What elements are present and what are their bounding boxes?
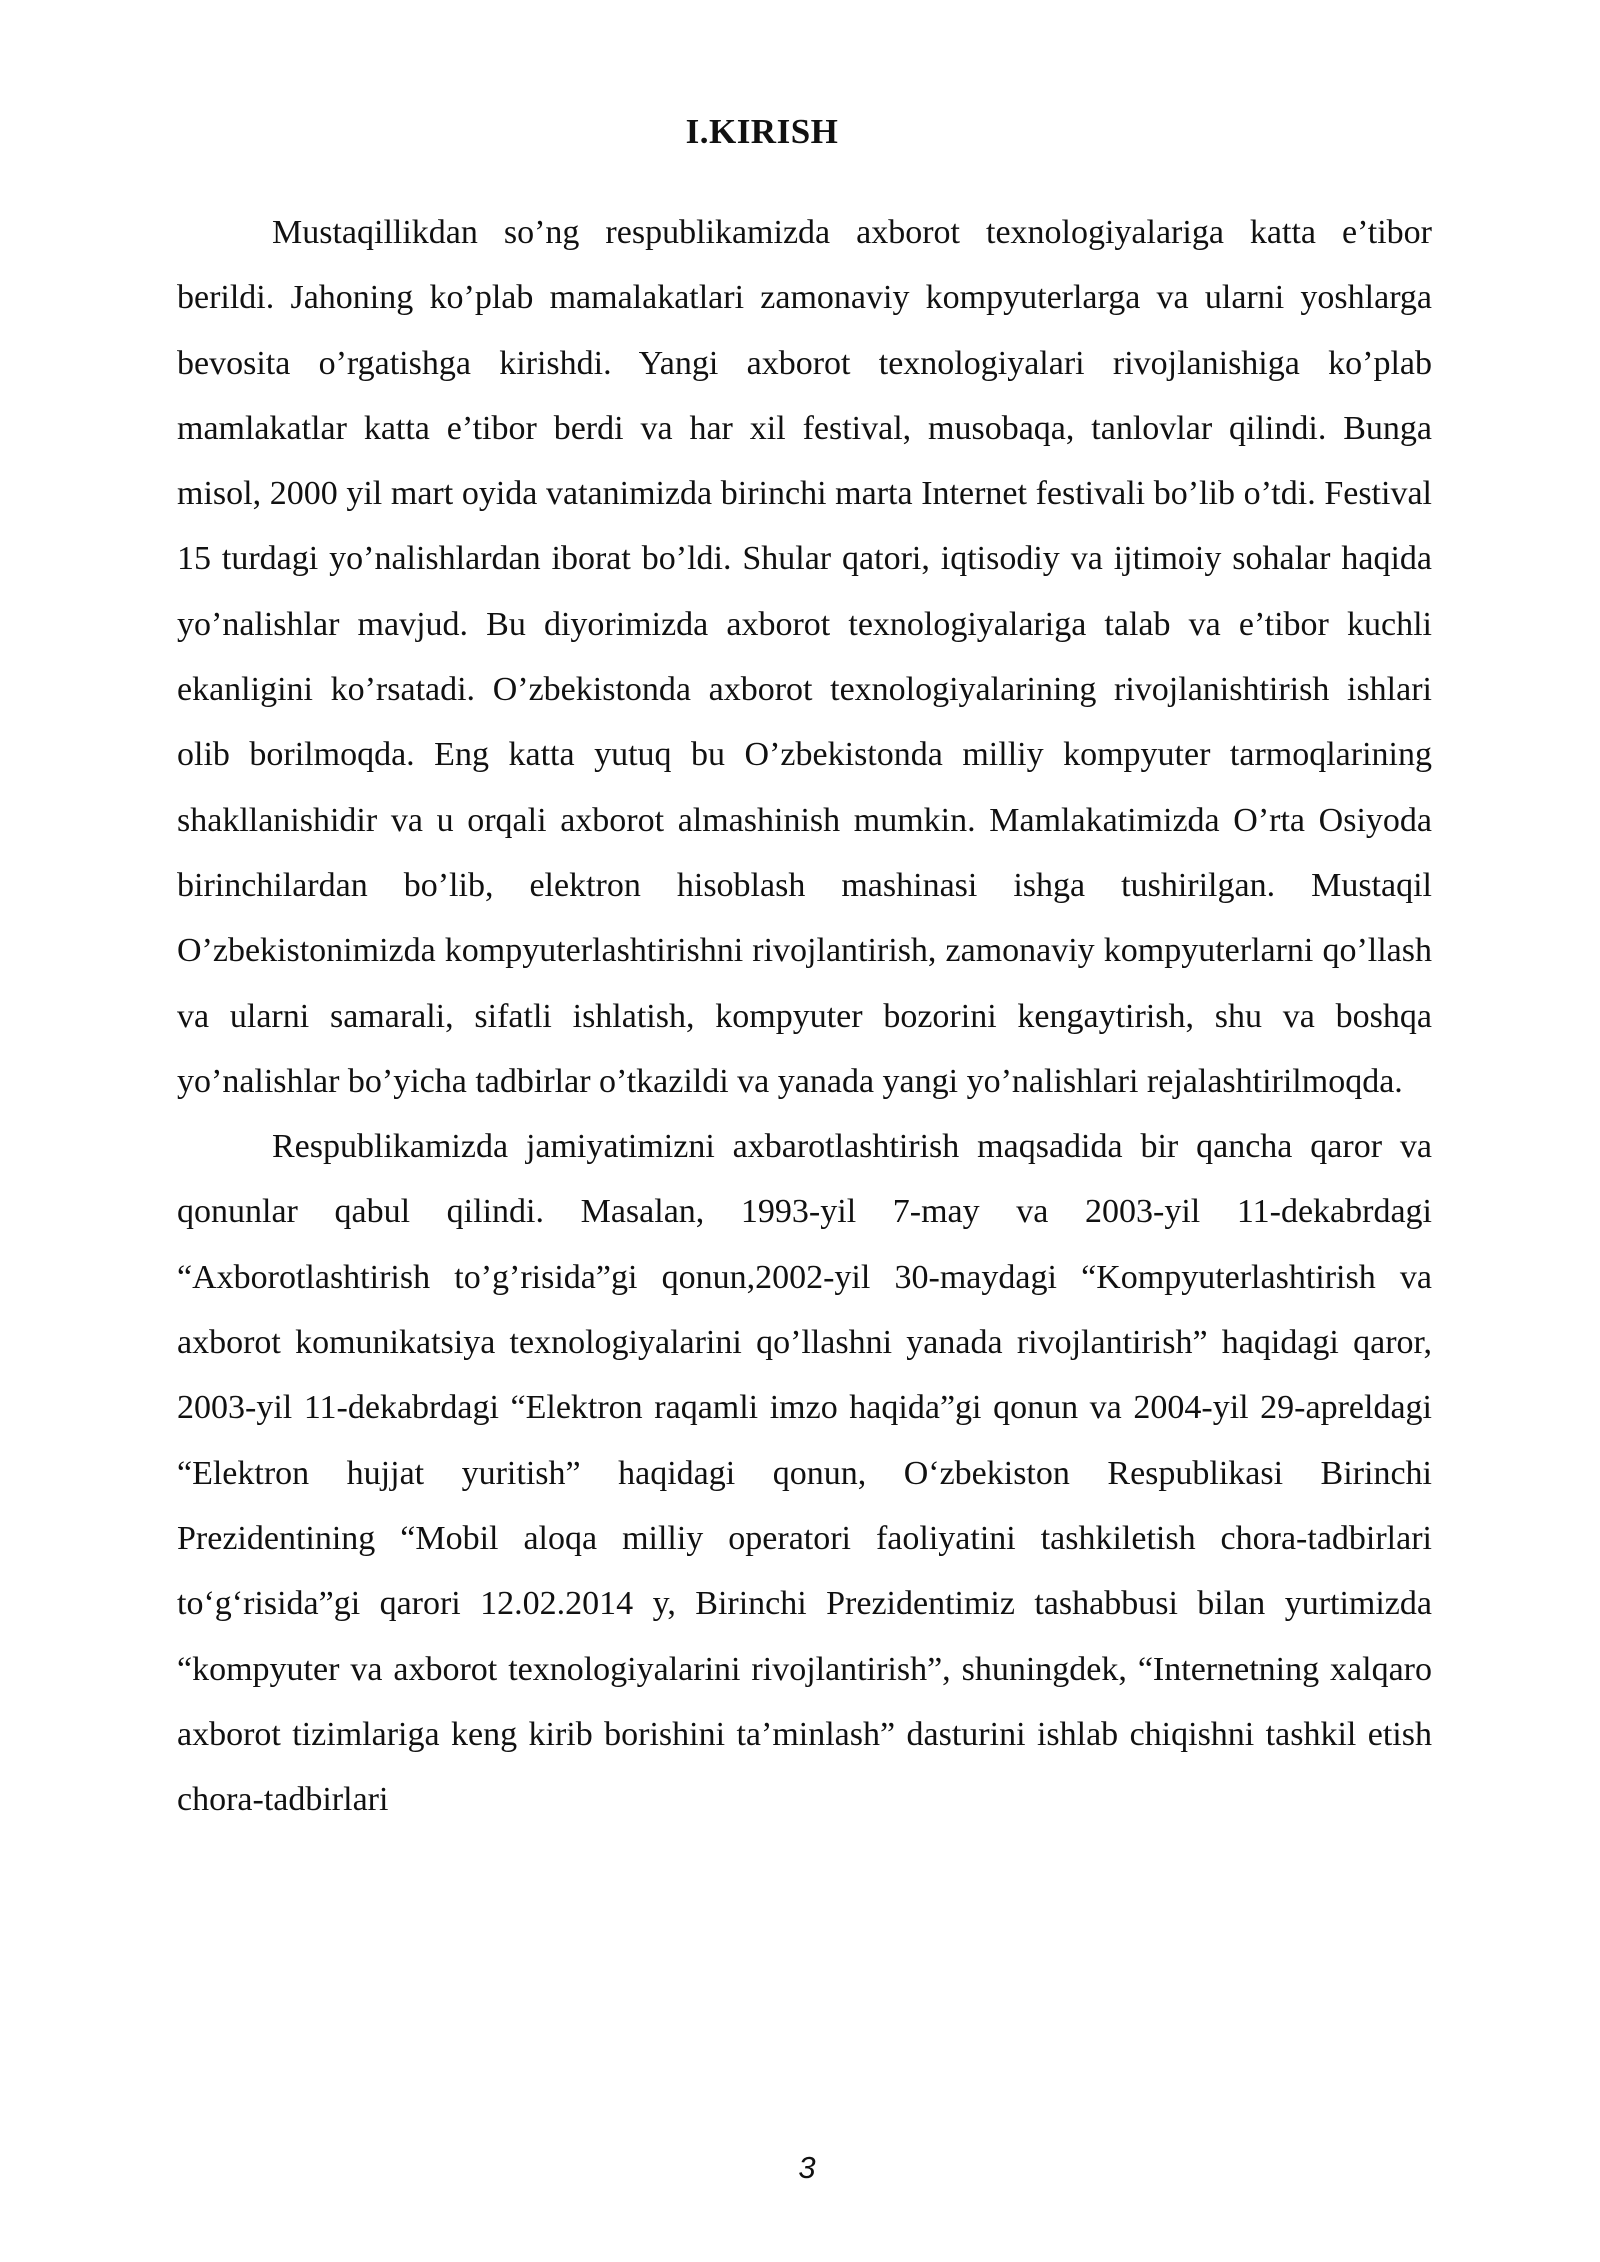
paragraph-legislation: Respublikamizda jamiyatimizni axbarotlashtirish maqsadida bir qancha qaror va qonunlar qabul qilindi. Masalan, 1993-yil 7-may va 2003-yil 11-dekabrdagi “Axborotlashtirish to’g’risida”gi qonun,2002-yil 30-maydagi “Kompyuterlashtirish va axborot komunikatsiya texnologiyalarini qo’llashni yanada rivojlantirish” haqidagi qaror, 2003-yil 11-dekabrdagi “Elektron raqamli imzo haqida”gi qonun va 2004-yil 29-apreldagi “Elektron hujjat yuritish” haqidagi qonun, O‘zbekiston Respublikasi Birinchi Prezidentining “Mobil aloqa milliy operatori faoliyatini tashkiletish chora-tadbirlari to‘g‘risida”gi qarori 12.02.2014 y, Birinchi Prezidentimiz tashabbusi bilan yurtimizda “kompyuter va axborot texnologiyalarini rivojlantirish”, shuningdek, “Internetning xalqaro axborot tizimlariga keng kirib borishini ta’minlash” dasturini ishlab chiqishni tashkil etish chora-tadbirlari <box>177 1128 1432 1819</box>
page-number: 3 <box>798 2150 816 2185</box>
paragraph-intro: Mustaqillikdan so’ng respublikamizda axborot texnologiyalariga katta e’tibor berildi. Jahoning ko’plab mamalakatlari zamonaviy kompyuterlarga va ularni yoshlarga bevosita o’rgatishga kirishdi. Yangi axborot texnologiyalari rivojlanishiga ko’plab mamlakatlar katta e’tibor berdi va har xil festival, musobaqa, tanlovlar qilindi. Bunga misol, 2000 yil mart oyida vatanimizda birinchi marta Internet festivali bo’lib o’tdi. Festival 15 turdagi yo’nalishlardan iborat bo’ldi. Shular qatori, iqtisodiy va ijtimoiy sohalar haqida yo’nalishlar mavjud. Bu diyorimizda axborot texnologiyalariga talab va e’tibor kuchli ekanligini ko’rsatadi. O’zbekistonda axborot texnologiyalarining rivojlanishtirish ishlari olib borilmoqda. Eng katta yutuq bu O’zbekistonda milliy kompyuter tarmoqlarining shakllanishidir va u orqali axborot almashinish mumkin. Mamlakatimizda O’rta Osiyoda birinchilardan bo’lib, elektron hisoblash mashinasi ishga tushirilgan. Mustaqil O’zbekistonimizda kompyuterlashtirishni rivojlantirish, zamonaviy kompyuterlarni qo’llash va ularni samarali, sifatli ishlatish, kompyuter bozorini kengaytirish, shu va boshqa yo’nalishlar bo’yicha tadbirlar o’tkazildi va yanada yangi yo’nalishlari rejalashtirilmoqda. <box>177 214 1432 1100</box>
body-text <box>177 200 1432 1832</box>
section-title: I.KIRISH <box>685 112 839 151</box>
